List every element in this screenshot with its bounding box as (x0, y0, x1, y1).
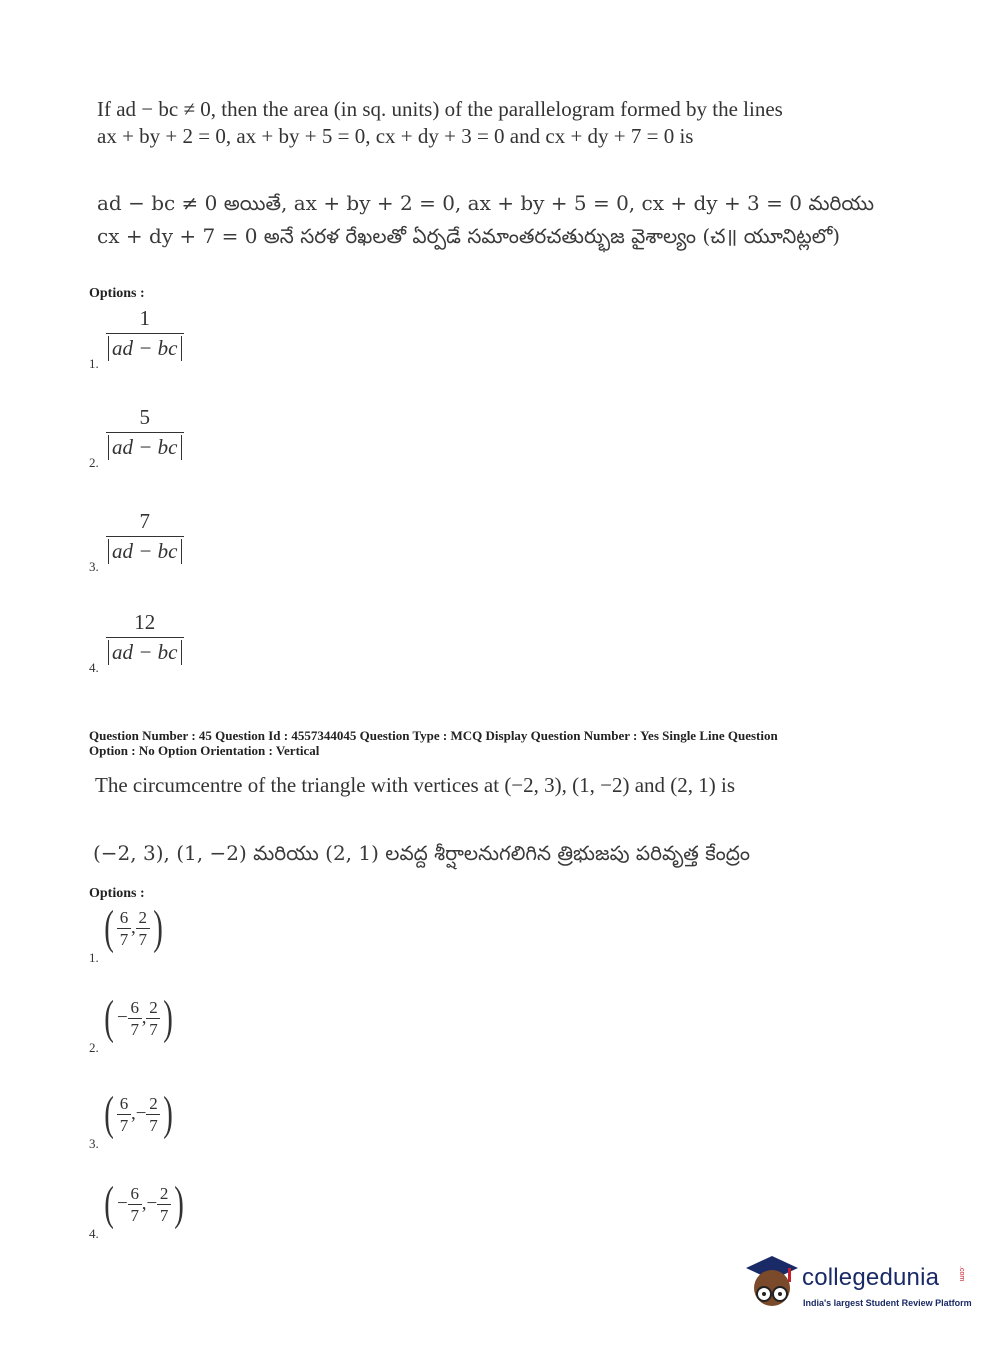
question-45-meta-line2: Option : No Option Orientation : Vertical (89, 743, 320, 758)
collegedunia-logo (742, 1252, 972, 1322)
fraction-numerator: 12 (134, 610, 156, 634)
option-fraction (106, 405, 184, 460)
y-numerator: 2 (149, 1093, 158, 1113)
logo-tagline: India's largest Student Review Platform (803, 1298, 972, 1308)
question-44-text-te (97, 187, 877, 253)
option-number: 3. (89, 1136, 99, 1151)
x-numerator: 6 (130, 1183, 139, 1203)
x-sign: − (116, 1007, 128, 1028)
question-44-line2: ax + by + 2 = 0, ax + by + 5 = 0, cx + dy + 3 = 0 and cx + dy + 7 = 0 is (97, 124, 694, 148)
absolute-value: ad − bc (108, 640, 182, 665)
right-paren: ) (163, 991, 174, 1044)
option-number: 4. (89, 1226, 99, 1241)
right-paren: ) (163, 1087, 174, 1140)
question-44-line1: If ad − bc ≠ 0, then the area (in sq. units) of the parallelogram formed by the lines (97, 97, 783, 121)
coordinate-pair (101, 1087, 176, 1140)
comma: , (130, 1103, 136, 1124)
option-number: 1. (89, 950, 99, 965)
y-numerator: 2 (159, 1183, 169, 1203)
option-number: 3. (89, 559, 99, 574)
x-sign: − (116, 1193, 128, 1214)
x-fraction (117, 1095, 131, 1134)
y-denominator: 7 (136, 928, 150, 948)
x-denominator: 7 (117, 928, 131, 948)
absolute-value: ad − bc (108, 336, 182, 361)
mascot-icon (742, 1252, 802, 1312)
logo-suffix: .com (958, 1266, 965, 1282)
option-fraction (106, 610, 184, 665)
x-fraction (128, 999, 142, 1038)
question-44-text-en (97, 96, 877, 150)
y-numerator: 2 (149, 997, 158, 1017)
logo-name: collegedunia (802, 1264, 940, 1291)
y-numerator: 2 (138, 907, 147, 927)
fraction-denominator (106, 333, 184, 361)
option-number: 2. (89, 455, 99, 470)
y-fraction (136, 909, 150, 948)
x-denominator: 7 (117, 1114, 131, 1134)
y-fraction (146, 1095, 160, 1134)
right-paren: ) (174, 1177, 184, 1230)
y-denominator: 7 (157, 1204, 171, 1224)
fraction-numerator: 7 (139, 509, 150, 533)
question-45-text-te: (−2, 3), (1, −2) మరియు (2, 1) లవద్ద శీర్షాలనుగలిగిన త్రిభుజపు పరివృత్త కేంద్రం (93, 841, 751, 865)
coordinate-pair (101, 901, 166, 954)
fraction-numerator: 5 (139, 405, 150, 429)
comma: , (141, 1007, 147, 1028)
option-fraction (106, 306, 184, 361)
y-denominator: 7 (146, 1114, 160, 1134)
options-label-44: Options : (89, 286, 145, 301)
x-fraction (117, 909, 131, 948)
fraction-denominator (106, 536, 184, 564)
x-numerator: 6 (119, 1093, 129, 1113)
comma: , (130, 917, 136, 938)
fraction-denominator (106, 637, 184, 665)
left-paren: ( (104, 1087, 114, 1140)
question-44-te-line2: cx + dy + 7 = 0 అనే సరళ రేఖలతో ఏర్పడే సమాంతరచతుర్భుజ వైశాల్యం (చ॥ యూనిట్లలో) (97, 224, 841, 248)
absolute-value: ad − bc (108, 435, 182, 460)
x-denominator: 7 (128, 1018, 142, 1038)
question-45-meta (89, 728, 969, 758)
option-number: 1. (89, 356, 99, 371)
x-denominator: 7 (128, 1204, 142, 1224)
coordinate-pair (101, 991, 176, 1044)
y-denominator: 7 (146, 1018, 160, 1038)
left-paren: ( (104, 901, 114, 954)
x-numerator: 6 (130, 997, 139, 1017)
option-number: 2. (89, 1040, 99, 1055)
fraction-numerator: 1 (139, 306, 150, 330)
y-fraction (146, 999, 160, 1038)
option-number: 4. (89, 660, 99, 675)
comma: , (141, 1193, 147, 1214)
question-44-te-line1: ad − bc ≠ 0 అయితే, ax + by + 2 = 0, ax + by + 5 = 0, cx + dy + 3 = 0 మరియు (97, 191, 874, 215)
x-numerator: 6 (119, 907, 129, 927)
question-45-meta-line1: Question Number : 45 Question Id : 4557344045 Question Type : MCQ Display Question Number : Yes Single Line Question (89, 728, 778, 743)
x-fraction (128, 1185, 142, 1224)
absolute-value: ad − bc (108, 539, 182, 564)
fraction-denominator (106, 432, 184, 460)
y-fraction (157, 1185, 171, 1224)
y-sign: − (146, 1193, 158, 1214)
question-45-text-en: The circumcentre of the triangle with vertices at (−2, 3), (1, −2) and (2, 1) is (95, 773, 736, 797)
option-fraction (106, 509, 184, 564)
y-sign: − (135, 1103, 147, 1124)
left-paren: ( (104, 1177, 114, 1230)
coordinate-pair (101, 1177, 187, 1230)
left-paren: ( (104, 991, 114, 1044)
right-paren: ) (152, 901, 163, 954)
options-label-45: Options : (89, 886, 145, 901)
